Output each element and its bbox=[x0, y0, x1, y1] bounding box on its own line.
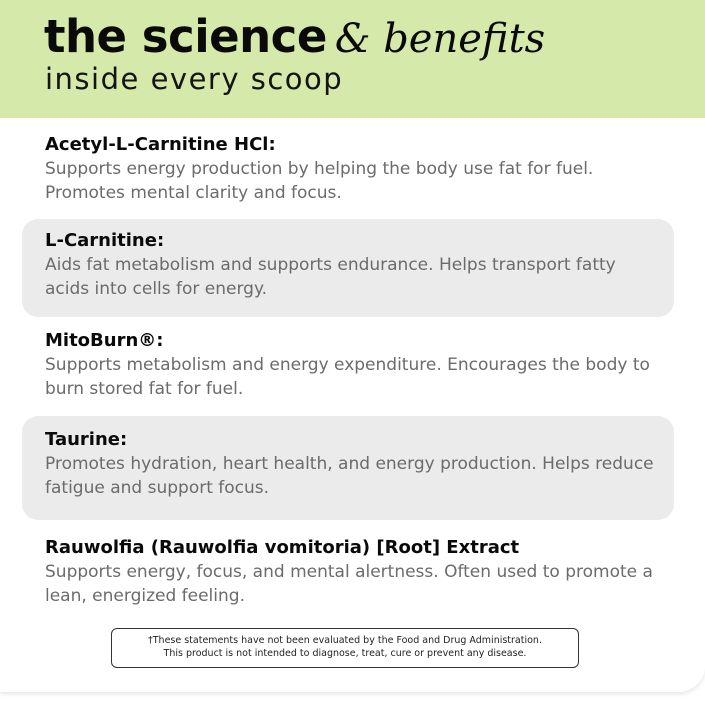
ingredient-name: L-Carnitine: bbox=[45, 230, 165, 251]
disclaimer-line-1: †These statements have not been evaluated by the Food and Drug Administration. bbox=[148, 635, 542, 646]
ingredient-description: Supports energy production by helping the body use fat for fuel. Promotes mental clarity and focus. bbox=[45, 159, 594, 203]
ingredient-description: Promotes hydration, heart health, and energy production. Helps reduce fatigue and support focus. bbox=[45, 454, 654, 498]
title-bold: the science bbox=[44, 10, 327, 63]
header-banner bbox=[0, 0, 705, 118]
ingredient-description: Supports energy, focus, and mental alertness. Often used to promote a lean, energized feeling. bbox=[45, 562, 653, 606]
ingredient-item-l-carnitine bbox=[22, 219, 674, 317]
ingredient-item-acetyl-l-carnitine bbox=[22, 132, 674, 210]
ingredient-name: Rauwolfia (Rauwolfia vomitoria) [Root] Extract bbox=[45, 537, 520, 558]
ingredient-name: Taurine: bbox=[45, 429, 128, 450]
ingredient-item-mitoburn bbox=[22, 329, 674, 409]
ingredient-name: MitoBurn®: bbox=[45, 330, 164, 351]
ingredient-name: Acetyl-L-Carnitine HCl: bbox=[45, 134, 276, 155]
title-script: & benefits bbox=[334, 16, 546, 62]
fda-disclaimer-box bbox=[111, 628, 579, 668]
ingredient-item-taurine bbox=[22, 416, 674, 520]
ingredient-item-rauwolfia bbox=[22, 537, 674, 617]
page-title bbox=[44, 10, 545, 63]
page-subtitle: inside every scoop bbox=[45, 62, 344, 96]
ingredient-description: Aids fat metabolism and supports endurance. Helps transport fatty acids into cells for energy. bbox=[45, 255, 616, 299]
ingredient-description: Supports metabolism and energy expenditure. Encourages the body to burn stored fat for fuel. bbox=[45, 355, 650, 399]
disclaimer-line-2: This product is not intended to diagnose, treat, cure or prevent any disease. bbox=[163, 647, 527, 659]
